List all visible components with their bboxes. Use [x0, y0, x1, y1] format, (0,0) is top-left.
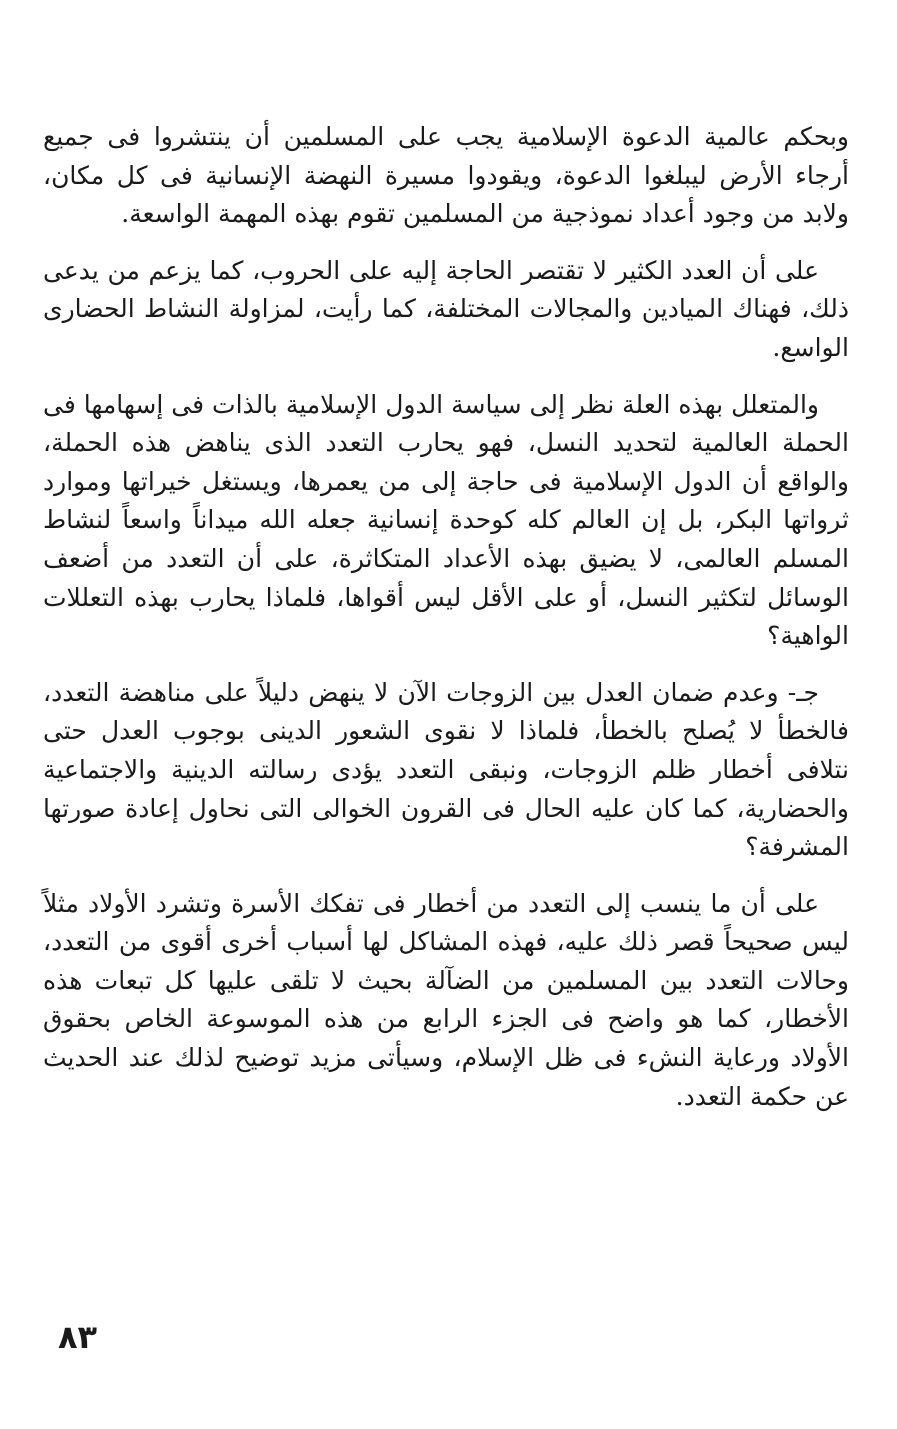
paragraph-3: والمتعلل بهذه العلة نظر إلى سياسة الدول الإسلامية بالذات فى إسهامها فى الحملة العالمية لتحديد النسل، فهو يحارب التعدد الذى يناهض هذه الحملة، والواقع أن الدول الإسلامية فى حاجة إلى من يعمرها، ويستغل خيراتها وموارد ثرواتها البكر، بل إن العالم كله كوحدة إنسانية جعله الله ميداناً واسعاً لنشاط المسلم العالمى، لا يضيق بهذه الأعداد المتكاثرة، على أن التعدد من أضعف الوسائل لتكثير النسل، أو على الأقل ليس أقواها، فلماذا يحارب بهذه التعللات الواهية؟	[43, 389, 849, 651]
page-body	[43, 118, 849, 1134]
paragraph-1: وبحكم عالمية الدعوة الإسلامية يجب على المسلمين أن ينتشروا فى جميع أرجاء الأرض ليبلغوا الدعوة، ويقودوا مسيرة النهضة الإنسانية فى كل مكان، ولابد من وجود أعداد نموذجية من المسلمين تقوم بهذه المهمة الواسعة.	[43, 122, 849, 229]
paragraph-5: على أن ما ينسب إلى التعدد من أخطار فى تفكك الأسرة وتشرد الأولاد مثلاً ليس صحيحاً قصر ذلك عليه، فهذه المشاكل لها أسباب أخرى أقوى من التعدد، وحالات التعدد بين المسلمين من الضآلة بحيث لا تلقى عليها كل تبعات هذه الأخطار، كما هو واضح فى الجزء الرابع من هذه الموسوعة الخاص بحقوق الأولاد ورعاية النشء فى ظل الإسلام، وسيأتى مزيد توضيح لذلك عند الحديث عن حكمة التعدد.	[43, 888, 849, 1111]
paragraph-4: جـ- وعدم ضمان العدل بين الزوجات الآن لا ينهض دليلاً على مناهضة التعدد، فالخطأ لا يُصلح بالخطأ، فلماذا لا نقوى الشعور الدينى بوجوب العدل حتى نتلافى أخطار ظلم الزوجات، ونبقى التعدد يؤدى رسالته الدينية والاجتماعية والحضارية، كما كان عليه الحال فى القرون الخوالى التى نحاول إعادة صورتها المشرفة؟	[43, 677, 849, 862]
paragraph-2: على أن العدد الكثير لا تقتصر الحاجة إليه على الحروب، كما يزعم من يدعى ذلك، فهناك الميادين والمجالات المختلفة، كما رأيت، لمزاولة النشاط الحضارى الواسع.	[43, 255, 849, 362]
page-number: ٨٣	[58, 1318, 98, 1356]
